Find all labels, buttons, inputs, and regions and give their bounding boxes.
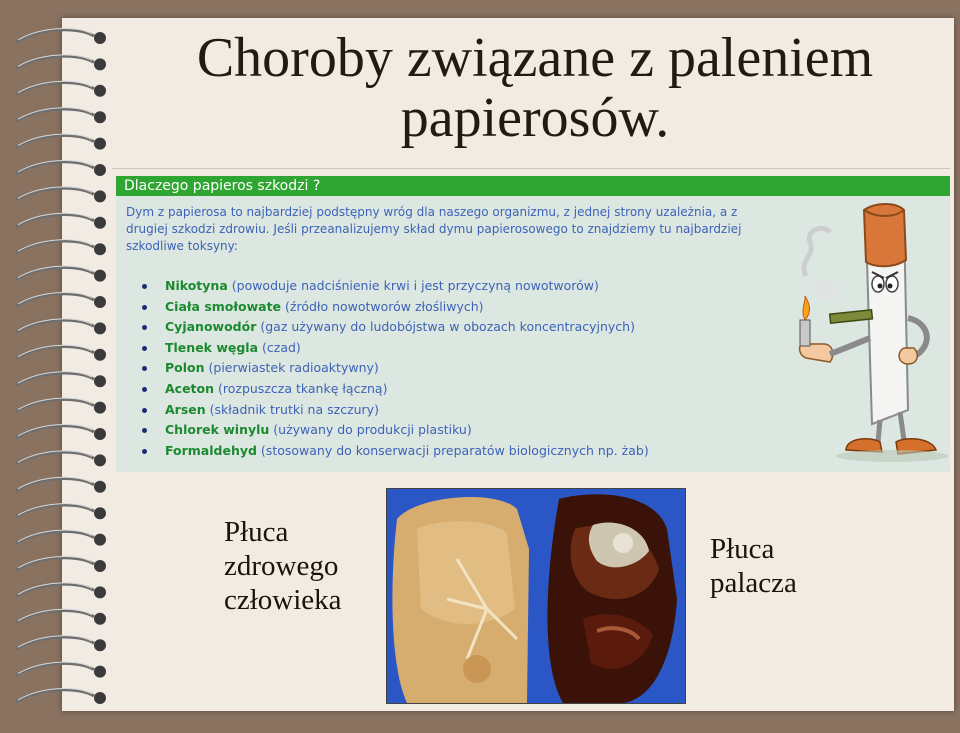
spiral-ring <box>16 531 94 543</box>
spiral-ring <box>16 83 94 95</box>
bullet-icon <box>142 387 147 392</box>
list-item <box>142 297 649 318</box>
spiral-ring <box>16 399 94 411</box>
lung-comparison-photo <box>386 488 686 704</box>
spiral-ring <box>16 267 94 279</box>
list-item <box>142 420 649 441</box>
binding-hole <box>94 217 106 229</box>
toxin-desc: (składnik trutki na szczury) <box>205 401 379 417</box>
toxin-name: Arsen <box>165 401 206 417</box>
toxin-desc: (rozpuszcza tkankę łączną) <box>214 380 388 396</box>
binding-hole <box>94 586 106 598</box>
toxin-desc: (pierwiastek radioaktywny) <box>204 360 379 376</box>
spiral-ring <box>16 162 94 174</box>
spiral-ring <box>16 188 94 200</box>
spiral-ring <box>16 373 94 385</box>
caption-left-line-3: człowieka <box>224 584 342 616</box>
bullet-icon <box>142 449 147 454</box>
binding-hole <box>94 375 106 387</box>
caption-right-line-1: Płuca <box>710 533 775 565</box>
binding-hole <box>94 111 106 123</box>
spiral-ring <box>16 109 94 121</box>
list-item <box>142 441 649 462</box>
spiral-ring <box>16 505 94 517</box>
binding-hole <box>94 243 106 255</box>
list-item <box>142 358 649 379</box>
binding-hole <box>94 58 106 70</box>
binding-hole <box>94 692 106 704</box>
spiral-ring <box>16 241 94 253</box>
binding-hole <box>94 534 106 546</box>
intro-line-3: szkodliwe toksyny: <box>126 239 238 253</box>
bullet-icon <box>142 325 147 330</box>
spiral-ring <box>16 663 94 675</box>
panel-intro <box>126 204 786 255</box>
toxin-desc: (czad) <box>258 339 301 355</box>
intro-line-2: drugiej szkodzi zdrowiu. Jeśli przeanalizujemy skład dymu papierosowego to znajdziemy tu najbardziej <box>126 222 742 236</box>
list-item <box>142 317 649 338</box>
binding-hole <box>94 402 106 414</box>
spiral-ring <box>16 452 94 464</box>
binding-hole <box>94 639 106 651</box>
toxin-list <box>142 276 649 461</box>
binding-hole <box>94 322 106 334</box>
list-item <box>142 276 649 297</box>
binding-hole <box>94 454 106 466</box>
caption-left-line-2: zdrowego <box>224 550 339 582</box>
list-item <box>142 338 649 359</box>
title-line-1: Choroby związane z paleniem <box>196 27 874 89</box>
spiral-ring <box>16 584 94 596</box>
spiral-ring <box>16 320 94 332</box>
bullet-icon <box>142 346 147 351</box>
caption-left-line-1: Płuca <box>224 516 289 548</box>
list-item <box>142 400 649 421</box>
spiral-ring <box>16 347 94 359</box>
slide-title <box>120 28 950 148</box>
toxin-name: Formaldehyd <box>165 442 257 458</box>
binding-hole <box>94 481 106 493</box>
spiral-ring <box>16 558 94 570</box>
binding-hole <box>94 85 106 97</box>
title-line-2: papierosów. <box>400 87 670 149</box>
toxin-name: Aceton <box>165 380 215 396</box>
binding-hole <box>94 164 106 176</box>
spiral-ring <box>16 56 94 68</box>
binding-hole <box>94 296 106 308</box>
toxin-name: Ciała smołowate <box>165 298 282 314</box>
spiral-ring <box>16 30 94 42</box>
spiral-ring <box>16 135 94 147</box>
spiral-ring <box>16 690 94 702</box>
spiral-ring <box>16 479 94 491</box>
title-divider <box>112 168 950 169</box>
toxin-name: Cyjanowodór <box>165 319 257 335</box>
binding-hole <box>94 190 106 202</box>
spiral-ring <box>16 215 94 227</box>
panel-header: Dlaczego papieros szkodzi ? <box>116 176 950 196</box>
cigarette-mascot-illustration <box>776 198 956 470</box>
spiral-ring <box>16 426 94 438</box>
spiral-ring <box>16 294 94 306</box>
spiral-ring <box>16 611 94 623</box>
binding-hole <box>94 138 106 150</box>
binding-hole <box>94 560 106 572</box>
list-item <box>142 379 649 400</box>
binding-hole <box>94 32 106 44</box>
toxin-name: Chlorek winylu <box>165 422 270 438</box>
binding-hole <box>94 507 106 519</box>
binding-hole <box>94 270 106 282</box>
toxin-name: Tlenek węgla <box>165 339 259 355</box>
binding-hole <box>94 428 106 440</box>
toxin-desc: (stosowany do konserwacji preparatów biologicznych np. żab) <box>256 442 649 458</box>
spiral-binding <box>8 26 112 716</box>
bullet-icon <box>142 428 147 433</box>
binding-hole <box>94 613 106 625</box>
caption-smoker-lungs <box>710 532 797 600</box>
caption-right-line-2: palacza <box>710 567 797 599</box>
bullet-icon <box>142 284 147 289</box>
spiral-ring <box>16 637 94 649</box>
toxin-desc: (gaz używany do ludobójstwa w obozach koncentracyjnych) <box>256 319 635 335</box>
bullet-icon <box>142 366 147 371</box>
toxin-name: Nikotyna <box>165 278 228 293</box>
intro-line-1: Dym z papierosa to najbardziej podstępny wróg dla naszego organizmu, z jednej strony uzależnia, a z <box>126 205 738 219</box>
bullet-icon <box>142 305 147 310</box>
toxin-desc: (używany do produkcji plastiku) <box>269 422 472 438</box>
toxin-desc: (powoduje nadciśnienie krwi i jest przyczyną nowotworów) <box>227 278 599 293</box>
caption-healthy-lungs <box>224 515 342 617</box>
toxin-name: Polon <box>165 360 205 376</box>
binding-hole <box>94 349 106 361</box>
binding-hole <box>94 666 106 678</box>
bullet-icon <box>142 408 147 413</box>
toxin-desc: (źródło nowotworów złośliwych) <box>281 298 484 314</box>
